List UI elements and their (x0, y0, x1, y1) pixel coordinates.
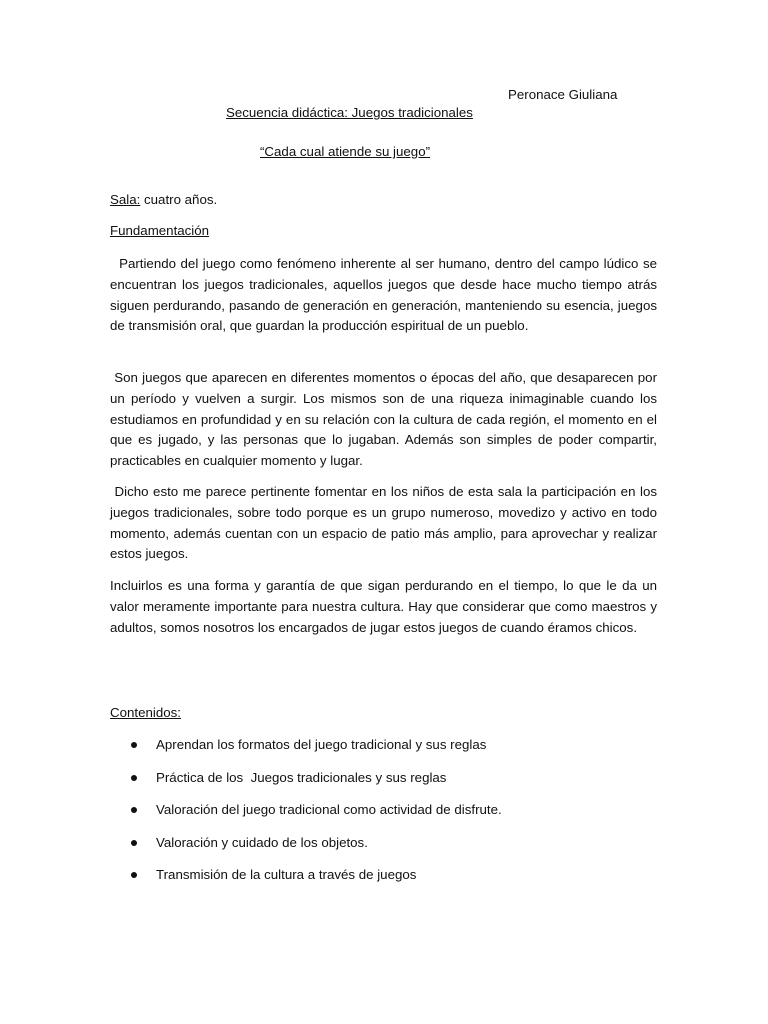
author-name: Peronace Giuliana (508, 87, 618, 102)
list-item: Valoración y cuidado de los objetos. (110, 832, 502, 865)
bullet-icon (131, 742, 137, 748)
sala-value: cuatro años. (140, 192, 218, 207)
fundamentacion-paragraph-3: Dicho esto me parece pertinente fomentar en los niños de esta sala la participación en los juegos tradicionales, sobre todo porque es un grupo numeroso, movedizo y activo en todo momento, además cuentan con un espacio de patio más amplio, para aprovechar y realizar estos juegos. (110, 484, 661, 562)
sala-line (110, 192, 217, 207)
document-title: Secuencia didáctica: Juegos tradicionales (226, 105, 473, 120)
contenidos-heading: Contenidos: (110, 705, 181, 720)
bullet-icon (131, 872, 137, 878)
fundamentacion-heading: Fundamentación (110, 223, 210, 238)
list-item: Valoración del juego tradicional como actividad de disfrute. (110, 799, 502, 832)
fundamentacion-paragraph-1: Partiendo del juego como fenómeno inherente al ser humano, dentro del campo lúdico se encuentran los juegos tradicionales, aquellos juegos que desde hace mucho tiempo atrás siguen perdurando, pasando de generación en generación, manteniendo su esencia, juegos de transmisión oral, que guardan la producción espiritual de un pueblo. (110, 256, 661, 334)
bullet-icon (131, 807, 137, 813)
fundamentacion-paragraph-4: Incluirlos es una forma y garantía de que sigan perdurando en el tiempo, lo que le da un valor meramente importante para nuestra cultura. Hay que considerar que como maestros y adultos, somos nosotros los encargados de jugar estos juegos de cuando éramos chicos. (110, 578, 657, 635)
sala-label: Sala: (110, 192, 141, 207)
bullet-icon (131, 840, 137, 846)
list-item: Aprendan los formatos del juego tradicional y sus reglas (110, 734, 502, 767)
document-subtitle: “Cada cual atiende su juego” (260, 144, 431, 159)
fundamentacion-paragraph-2: Son juegos que aparecen en diferentes momentos o épocas del año, que desaparecen por un período y vuelven a surgir. Los mismos son de una riqueza inimaginable cuando los estudiamos en profundidad y en su relación con la cultura de cada región, el momento en el que es jugado, y las personas que lo jugaban. Además son simples de poder compartir, practicables en cualquier momento y lugar. (110, 370, 661, 469)
list-item: Transmisión de la cultura a través de juegos (110, 864, 502, 897)
contenidos-list (110, 734, 502, 897)
list-item: Práctica de los Juegos tradicionales y sus reglas (110, 767, 502, 800)
bullet-icon (131, 775, 137, 781)
